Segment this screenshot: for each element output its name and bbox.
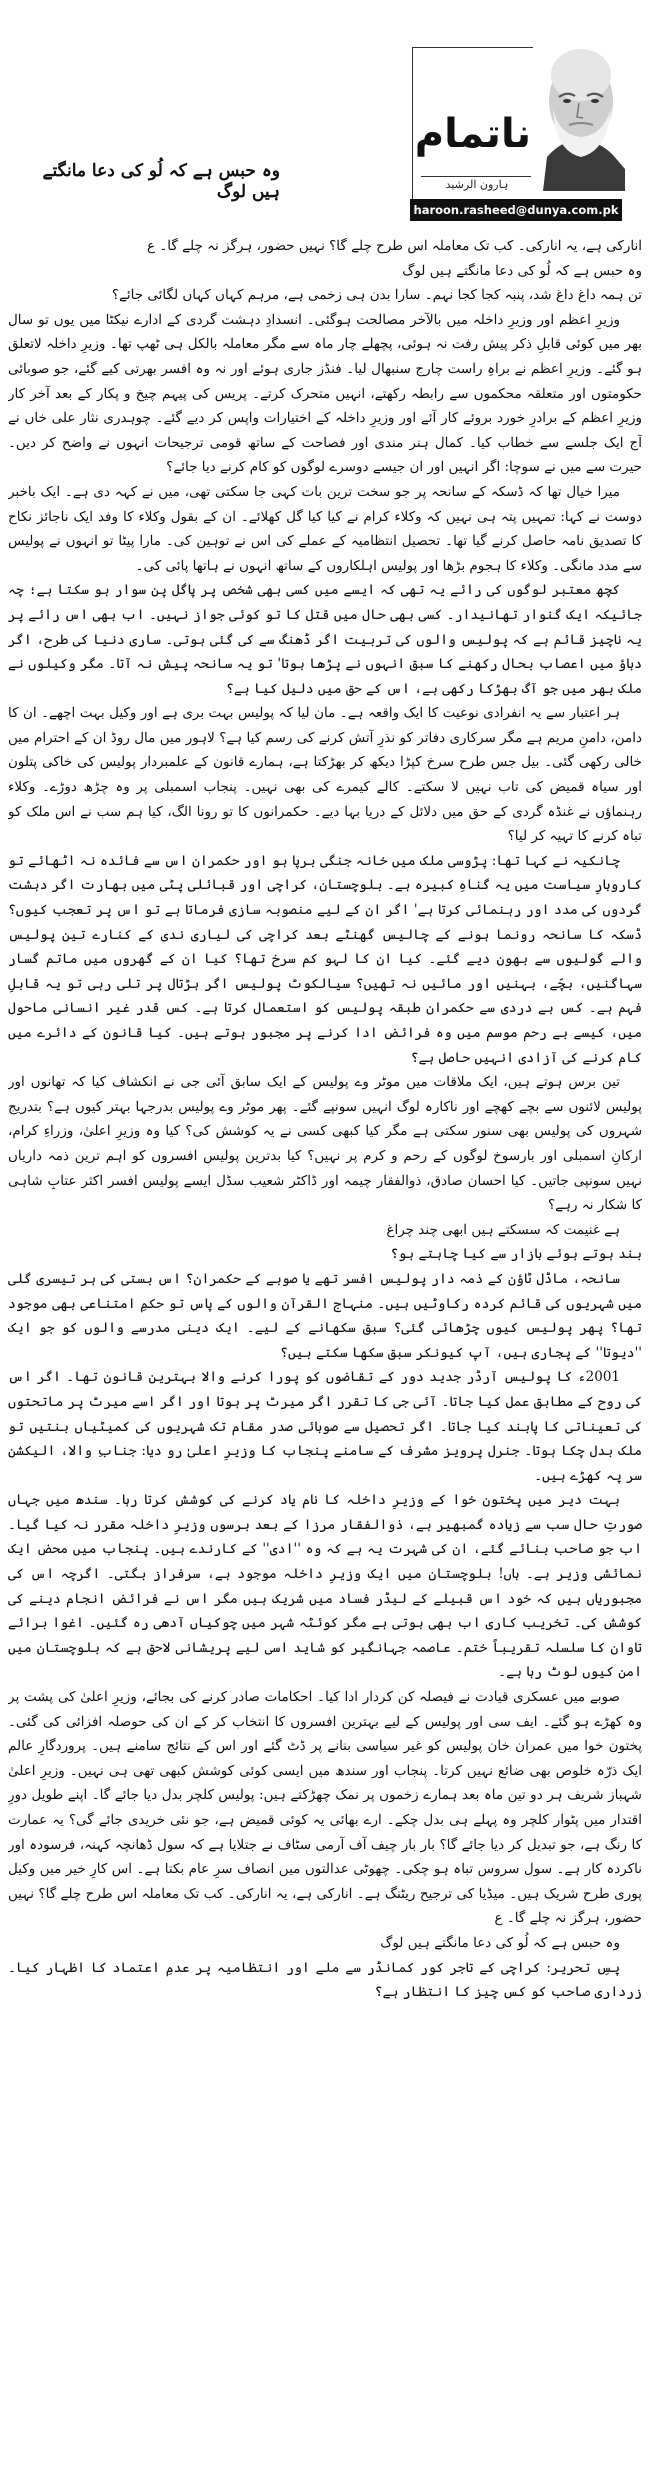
verse-line: بند ہوتے ہوئے بازار سے کیا چاہتے ہو؟: [390, 1246, 642, 1263]
article-paragraph: بہت دیر میں پختون خوا کے وزیرِ داخلہ کا نام یاد کرنے کی کوشش کرتا رہا۔ سندھ میں جہاں صورتِ حال سب سے زیادہ گمبھیر ہے، ذوالفقار مرزا کے بعد برسوں وزیرِ داخلہ مقرر نہ کیا گیا۔ اب جو صاحب بنائے گئے، ان کی شہرت یہ ہے کہ وہ ''ادی'' کے کارندے ہیں۔ پنجاب میں محض ایک نمائشی وزیر ہے۔ ہاں! بلوچستان میں ایک وزیرِ داخلہ موجود ہے، سرفراز بگتی۔ اگرچہ اس کی مجبوریاں ہیں کہ خود اس قبیلے کے لیڈر فساد میں شریک ہیں مگر اس نے فرائض انجام دینے کی کوشش کی۔ تخریب کاری اب بھی ہوتی ہے مگر کوئٹہ شہر میں چوکیاں آدھی رہ گئیں۔ اغوا برائے تاوان کا سلسلہ تقریباً ختم۔ عاصمہ جہانگیر کو شاید اسی لیے پریشانی لاحق ہے کہ بلوچستان میں امن کیوں لوٹ رہا ہے۔: [8, 1492, 642, 1681]
column-header: [410, 47, 625, 223]
article-paragraph: سانحہ، ماڈل ٹاؤن کے ذمہ دار پولیس افسر تھے یا صوبے کے حکمران؟ اس بستی کی ہر تیسری گلی میں شہریوں کی قائم کردہ رکاوٹیں ہیں۔ منہاج القرآن والوں کے پاس تو حکمِ امتناعی بھی موجود تھا؟ پھر پولیس کیوں چڑھائی گئی؟ سبق سکھانے کے لیے۔ ایک دینی مدرسے والوں کو جو ایک ''دیوتا'' کے پجاری ہیں، آپ کیونکر سبق سکھا سکتے ہیں؟: [8, 1270, 642, 1361]
author-name: ہارون الرشید: [445, 178, 509, 191]
postscript: پسِ تحریر: کراچی کے تاجر کور کمانڈر سے ملے اور انتظامیہ پر عدمِ اعتماد کا اظہار کیا۔ زرداری صاحب کو کس چیز کا انتظار ہے؟: [8, 1959, 642, 2001]
article-paragraph: وہ حبس ہے کہ لُو کی دعا مانگتے ہیں لوگ: [402, 262, 642, 279]
author-portrait: [533, 39, 625, 191]
author-email: haroon.rasheed@dunya.com.pk: [410, 199, 622, 221]
article-body: [8, 234, 642, 2484]
column-logo: ناتمام: [414, 111, 531, 157]
article-paragraph: انارکی ہے، یہ انارکی۔ کب تک معاملہ اس طرح چلے گا؟ نہیں حضور، ہرگز نہ چلے گا۔ ع: [147, 238, 642, 254]
article-headline: وہ حبس ہے کہ لُو کی دعا مانگتے ہیں لوگ: [42, 161, 280, 202]
verse-line: ہے غنیمت کہ سسکتے ہیں ابھی چند چراغ: [386, 1221, 620, 1238]
article-paragraph: کچھ معتبر لوگوں کی رائے یہ تھی کہ ایسے میں کسی بھی شخص پر پاگل پن سوار ہو سکتا ہے؛ چہ جائیکہ ایک گنوار تھانیدار۔ کسی بھی حال میں قتل کا تو کوئی جواز نہیں۔ اب بھی اس رائے پر یہ ناچیز قائم ہے کہ پولیس والوں کی تربیت اگر ڈھنگ سے کی گئی ہوتی۔ ساری دنیا کی طرح، اگر دباؤ میں اعصاب بحال رکھنے کا سبق انہوں نے پڑھا ہوتا' تو یہ سانحہ پیش نہ آتا۔ مگر وکیلوں نے ملک بھر میں جو آگ بھڑکا رکھی ہے، اس کے حق میں دلیل کیا ہے؟: [8, 582, 642, 697]
logo-divider: [421, 176, 531, 177]
article-paragraph: چانکیہ نے کہا تھا: پڑوسی ملک میں خانہ جنگی برپا ہو اور حکمران اس سے فائدہ نہ اٹھائے تو کاروبارِ سیاست میں یہ گناہِ کبیرہ ہے۔ بلوچستان، کراچی اور قبائلی پٹی میں بھارت اگر دہشت گردوں کی مدد اور رہنمائی کرتا ہے' اگر ان کے لیے منصوبہ سازی فرماتا ہے تو اس پر تعجب کیوں؟ ڈسکہ کا سانحہ رونما ہونے کے چالیس گھنٹے بعد کراچی کی لیاری ندی کے کنارے تین پولیس والے گولیوں سے بھون دیے گئے۔ کیا ان کا لہو کم سرخ تھا؟ کیا ان کے گھروں میں ماتم گسار سہاگنیں، بچّے، بہنیں اور مائیں نہ تھیں؟ سیالکوٹ پولیس اگر ہڑتال پر تلی رہی تو یہ قابلِ فہم ہے۔ کس بے دردی سے حکمران طبقہ پولیس کو استعمال کرتا ہے۔ کس قدر غیر انسانی ماحول میں، کیسے بے رحم موسم میں وہ فرائض ادا کرنے پر مجبور ہوتے ہیں۔ کیا قانون کے دائرے میں کام کرنے کی آزادی انہیں حاصل ہے؟: [8, 852, 642, 1066]
article-paragraph: 2001ء کا پولیس آرڈر جدید دور کے تقاضوں کو پورا کرنے والا بہترین قانون تھا۔ اگر اس کی روح کے مطابق عمل کیا جاتا۔ آئی جی کا تقرر اگر میرٹ پر ہوتا اور اگر اسے میرٹ پر ماتحتوں کی تعیناتی کا پابند کیا جاتا۔ اگر تحصیل سے صوبائی صدر مقام تک شہریوں کی کمیٹیاں بنتیں تو ملک بدل چکا ہوتا۔ جنرل پرویز مشرف کے سامنے پنجاب کا وزیرِ اعلیٰ رو دیا: جنابِ والا، الیکشن سر پہ کھڑے ہیں۔: [8, 1369, 642, 1484]
verse-line: وہ حبس ہے کہ لُو کی دعا مانگتے ہیں لوگ: [380, 1934, 620, 1951]
article-paragraph: میرا خیال تھا کہ ڈسکہ کے سانحہ پر جو سخت ترین بات کہی جا سکتی تھی، میں نے کہہ دی ہے۔ ایک باخبر دوست نے کہا: تمہیں پتہ ہی نہیں کہ وکلاء کرام نے کیا کیا گل کھلائے۔ ان کے بقول وکلاء کا وفد ایک ناجائز نکاح کا تصدیق نامہ حاصل کرنے گیا تھا۔ تحصیل انتظامیہ کے عملے کی اس نے توہین کی۔ مارا پیٹا تو انہوں نے پولیس سے مدد مانگی۔ وکلاء کا ہجوم بڑھا اور پولیس اہلکاروں کے ساتھ انہوں نے ہاتھا پائی کی۔: [8, 483, 642, 574]
article-paragraph: تن ہمہ داغ داغ شد، پنبہ کجا کجا نہم۔ سارا بدن ہی زخمی ہے، مرہم کہاں کہاں لگائی جائے؟: [111, 287, 642, 304]
article-paragraph: وزیرِ اعظم اور وزیرِ داخلہ میں بالآخر مصالحت ہوگئی۔ انسدادِ دہشت گردی کے ادارے نیکٹا میں یوں تو سال بھر میں کوئی قابلِ ذکر پیش رفت نہ ہوئی، پچھلے چار ماہ سے مگر معاملہ بالکل ہی ٹھپ تھا۔ وزیرِ داخلہ لاتعلق ہو گئے۔ وزیرِ اعظم نے براہِ راست چارج سنبھال لیا۔ فنڈز جاری ہوئے اور نہ وہ افسر بھرتی کیے گئے، جو صوبائی حکومتوں اور متعلقہ محکموں سے رابطہ رکھتے، انہیں متحرک کرتے۔ پریس کی پیہم چیخ و پکار کے بعد آخر کار وزیرِ اعظم کے برادرِ خورد بروئے کار آئے اور وزیرِ داخلہ کے اختیارات واپس کر دیے گئے۔ چوہدری نثار علی خاں نے آج ایک جلسے سے خطاب کیا۔ کمال ہنر مندی اور فصاحت کے ساتھ قومی ترجیحات انہوں نے واضح کر دیں۔ حیرت سے میں نے سوچا: اگر انہیں اور ان جیسے دوسرے لوگوں کو کام کرنے دیا جائے؟: [8, 311, 642, 476]
article-paragraph: صوبے میں عسکری قیادت نے فیصلہ کن کردار ادا کیا۔ احکامات صادر کرنے کی بجائے، وزیرِ اعلیٰ کی پشت پر وہ کھڑے ہو گئے۔ ایف سی اور پولیس کے لیے بہترین افسروں کا انتخاب کر کے ان کی حوصلہ افزائی کی گئی۔ پختون خوا میں عمران خان پولیس کو غیر سیاسی بنانے پر ڈٹ گئے اور اس کے نتائج سامنے ہیں۔ پروردگارِ عالم ایک ذرّہ خلوص بھی ضائع نہیں کرتا۔ پنجاب اور سندھ میں ایسی کوئی کوشش کبھی تھی ہی نہیں۔ وزیرِ اعلیٰ شہباز شریف ہر دو تین ماہ بعد ہمارے زخموں پر نمک چھڑکتے ہیں: پولیس کلچر بدل دیا جائے گا۔ اپنے طویل دورِ اقتدار میں پٹوار کلچر وہ پہلے ہی بدل چکے۔ ارے بھائی یہ کوئی قمیض ہے، جو نئی خریدی جائے گی؟ یہ عمارت کا رنگ ہے، جو تبدیل کر دیا جائے گا؟ بار بار چیف آف آرمی سٹاف نے جتلایا ہے کہ سول ڈھانچہ کہنہ، فرسودہ اور ناکردہ کار ہے۔ سول سروس تباہ ہو چکی۔ چھوٹی عدالتوں میں انصاف سرِ عام بکتا ہے۔ اس کارِ خیر میں وکیل پوری طرح شریک ہیں۔ میڈیا کی ترجیح ریٹنگ ہے۔ انارکی ہے، یہ انارکی۔ کب تک معاملہ اس طرح چلے گا؟ نہیں حضور، ہرگز نہ چلے گا۔ ع: [8, 1689, 642, 1927]
article-paragraph: ہر اعتبار سے یہ انفرادی نوعیت کا ایک واقعہ ہے۔ مان لیا کہ پولیس بہت بری ہے اور وکیل بہت اچھے۔ ان کا دامن، دامنِ مریم ہے مگر سرکاری دفاتر کو نذرِ آتش کرنے کی رسم کیا ہے؟ لاہور میں مال روڈ ان کے احترام میں خالی رکھی گئی۔ بیل جس طرح سرخ کپڑا دیکھ کر بھڑکتا ہے، ہمارے قانون کے علمبردار پولیس کی خاکی پتلون اور سیاہ قمیض کی تاب نہیں لا سکتے۔ کالے کیمرے کی بھی نہیں۔ پنجاب اسمبلی پر وہ چڑھ دوڑے۔ وکلاء رہنماؤں نے غنڈہ گردی کے حق میں دلائل کے دریا بہا دیے۔ حکمرانوں کا تو رونا الگ، کیا ہم سب نے اس ملک کو تباہ کرنے کا تہیہ کر لیا؟: [8, 705, 642, 845]
article-paragraph: تین برس ہوتے ہیں، ایک ملاقات میں موٹر وے پولیس کے ایک سابق آئی جی نے انکشاف کیا کہ تھانوں اور پولیس لائنوں سے بچے کھچے اور ناکارہ لوگ انہیں سونپے گئے۔ پھر موٹر وے پولیس بدرجہا بہتر کیوں ہے؟ بتدریج شہروں کی پولیس بھی سنور سکتی ہے مگر کیا کبھی کسی نے یہ کوشش کی؟ کیا وہ وزیرِ اعلیٰ، وزراءِ کرام، ارکانِ اسمبلی اور بارسوخ لوگوں کے رحم و کرم پر نہیں؟ کیا بدترین پولیس افسروں کو اہم ترین ذمہ داریاں نہیں سونپی جاتیں۔ کیا احسان صادق، ذوالفقار چیمہ اور ڈاکٹر شعیب سڈل ایسے پولیس افسر اکثر عتابِ شاہی کا شکار نہ رہے؟: [8, 1074, 642, 1214]
